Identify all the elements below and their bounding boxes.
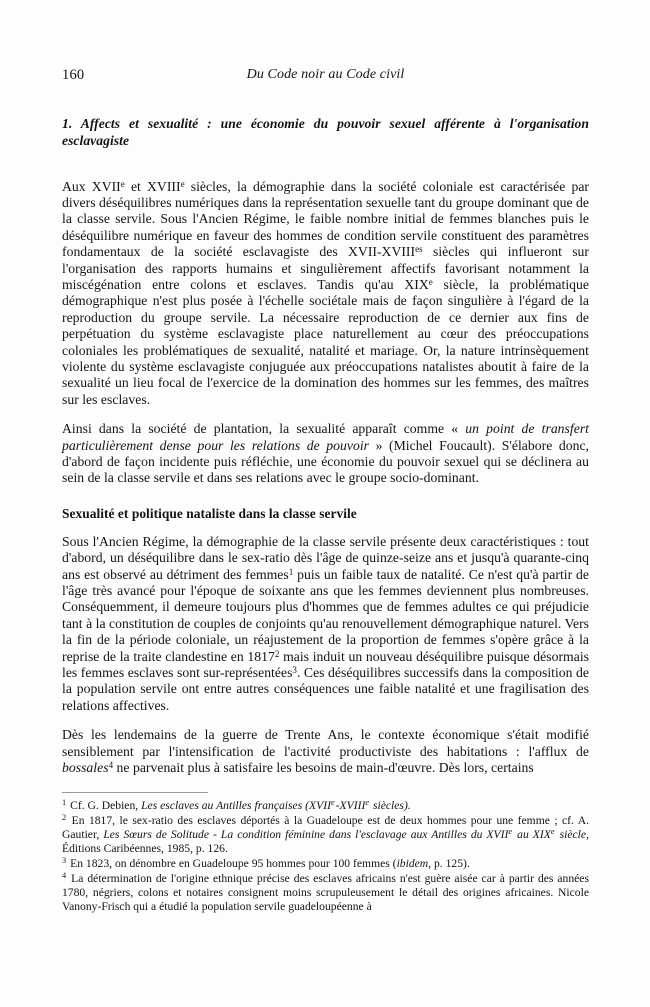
footnote-2-title-text: siècle [555,827,587,841]
footnote-2-title-text: au XIX [513,827,551,841]
paragraph-1-text: siècles, la démographie dans la société coloniale est caractérisée par divers déséquilibres numériques dans la représentation sexuelle tant du groupe dominant que de la classe servile. Sous l'Ancien Régime, le faible nombre initial de femmes blanches puis le déséquilibre numérique en faveur des hommes de condition servile constituent des paramètres fondamentaux de la société esclavagiste des XVII-XVIII [62,178,590,260]
footnote-1-title-text: Les esclaves au Antilles françaises (XVII [141,798,331,812]
paragraph-1-text: Aux XVII [62,178,121,194]
footnote-ref-1[interactable]: 1 [288,566,294,577]
ordinal-sup: e [550,827,555,837]
subsection-heading: Sexualité et politique nataliste dans la classe servile [62,505,357,521]
page-content [62,0,589,914]
footnote-ref-2[interactable]: 2 [274,648,280,659]
footnote-1-title-text: -XVIII [335,798,366,812]
term-bossales: bossales [62,760,109,776]
footnote-2-title [103,828,586,841]
ordinal-sup: e [120,178,125,189]
paragraph-1 [62,179,589,409]
paragraph-1-text: et XVIII [124,178,181,194]
paragraph-2-text: » (Michel Foucault). S'élabore donc, d'abord de façon incidente puis réfléchie, une économie du pouvoir sexuel qui se déclinera au sein de la classe servile et dans ses relations avec le groupe socio-dominant. [62,437,589,486]
footnote-3-ibidem: ibidem [396,856,429,870]
running-header [62,66,589,92]
footnote-4 [62,872,589,914]
page-number: 160 [62,67,85,83]
paragraph-2 [62,421,589,487]
footnote-4-text: La détermination de l'origine ethnique précise des esclaves africains n'est guère aisée car à partir des années 1780, négriers, colons et notaires consignent moins scrupuleusement le détail des origines africaines. Nicole Vanony-Frisch qui a étudié la population servile guadeloupéenne à [62,871,589,914]
paragraph-1-text: siècles qui influeront sur l'organisation des rapports humains et singulièrement affectifs favorisant notamment la miscégénation entre colons et esclaves. Tandis qu'au XIX [62,244,589,292]
footnote-2-text: En 1817, le sex-ratio des esclaves déportés à la Guadeloupe est de deux hommes pour une femme ; cf. A. Gautier, [62,813,589,841]
footnote-ref-4[interactable]: 4 [108,760,114,771]
ordinal-sup: e [365,798,370,807]
foucault-quotation: un point de transfert particulièrement dense pour les relations de pouvoir [62,421,589,453]
paragraph-3-text: Sous l'Ancien Régime, la démographie de la classe servile présente deux caractéristiques : tout d'abord, un déséquilibre dans le sex-ratio dès l'âge de quinze-seize ans et jusqu'à quarante-cinq ans est observé au détriment des femmes [62,533,589,582]
paragraph-1-text: siècle, la problématique démographique n'est plus posée à l'échelle sociétale mais de façon singulière à l'égard de la reproduction du groupe servile. La nécessaire reproduction de ce dernier aux fins de perpétuation du système esclavagiste place naturellement au cœur des préoccupations coloniales les problématiques de sexualité, natalité et mariage. Or, la nature intrinsèquement violente du système esclavagiste conjuguée aux préoccupations natalistes aboutit à faire de la sexualité un lieu focal de l'exercice de la domination des hommes sur les femmes, des maîtres sur les esclaves. [62,276,589,407]
paragraph-3-text: mais induit un nouveau déséquilibre puisque désormais les femmes esclaves sont sur-représentées [62,648,589,681]
footnote-marker-1: 1 [62,798,67,807]
paragraph-4 [62,727,589,776]
footnote-3-text: , p. 125). [428,856,470,870]
footnote-area [62,792,589,915]
paragraph-4-text: Dès les lendemains de la guerre de Trente Ans, le contexte économique s'était modifié sensiblement par l'intensification de l'activité productiviste des habitations : l'afflux de [62,727,589,759]
footnote-ref-3[interactable]: 3 [292,665,297,675]
ordinal-sup: e [180,178,185,189]
footnote-2 [62,814,589,856]
footnote-3 [62,857,589,871]
ordinal-sup: e [428,276,433,287]
footnote-1-title [141,799,411,812]
paragraph-3 [62,534,589,714]
paragraph-4-text: ne parvenait plus à satisfaire les besoins de main-d'œuvre. Dès lors, certains [113,760,534,776]
section-heading: 1. Affects et sexualité : une économie du pouvoir sexuel afférente à l'organisation esclavagiste [62,116,589,148]
paragraph-3-text: puis un faible taux de natalité. Ce n'est qu'à partir de l'âge très avancé pour l'époque de soixante ans que les femmes deviennent plus nombreuses. Conséquemment, il demeure toujours plus d'hommes que de femmes adultes ce qui préjudicie tant à la constitution de couples de conjoints qu'au renouvellement démographique naturel. Vers la fin de la période coloniale, un réajustement de la proportion de femmes s'opère grâce à la reprise de la traite clandestine en 1817 [62,566,589,664]
footnote-2-text: , Éditions Caribéennes, 1985, p. 126. [62,827,589,855]
footnote-marker-3: 3 [62,856,67,866]
ordinal-sup: es [415,244,423,255]
paragraph-3-text: . Ces déséquilibres successifs dans la composition de la population servile ont entre autres conséquences une faible natalité et une fragilisation des relations affectives. [62,665,589,713]
footnote-3-text: En 1823, on dénombre en Guadeloupe 95 hommes pour 100 femmes ( [67,856,397,870]
footnote-1 [62,799,589,813]
footnote-marker-2: 2 [62,813,67,823]
footnote-marker-4: 4 [62,871,67,881]
footnote-1-title-text: siècles). [370,798,411,812]
running-title: Du Code noir au Code civil [246,67,405,82]
footnote-2-title-text: Les Sœurs de Solitude - La condition féminine dans l'esclavage aux Antilles du XVII [103,827,509,841]
paragraph-2-text: Ainsi dans la société de plantation, la sexualité apparaît comme « [62,421,466,437]
footnote-1-text: Cf. G. Debien, [67,798,142,812]
ordinal-sup: e [330,798,335,807]
ordinal-sup: e [508,827,513,837]
footnote-separator [62,792,208,793]
